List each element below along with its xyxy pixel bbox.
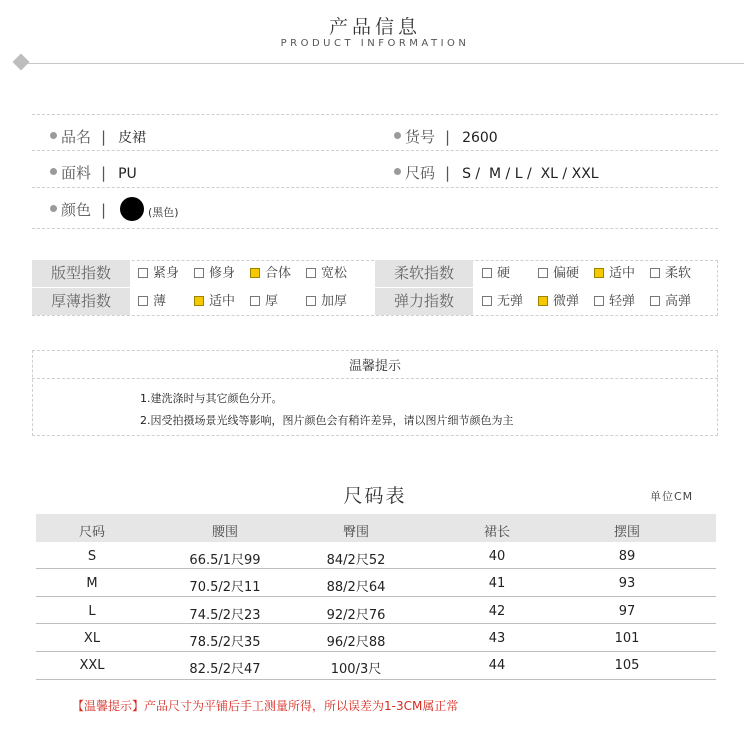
- index-option-label: 加厚: [321, 294, 348, 309]
- checkbox-icon[interactable]: [138, 268, 148, 278]
- index-option-label: 适中: [209, 294, 236, 309]
- index-option-label: 轻弹: [609, 294, 636, 309]
- separator: |: [445, 128, 451, 146]
- size-cell: 40: [488, 549, 506, 564]
- checkbox-icon[interactable]: [250, 296, 260, 306]
- index-option-label: 偏硬: [553, 266, 580, 281]
- checkbox-icon[interactable]: [194, 296, 204, 306]
- separator: |: [101, 201, 107, 219]
- size-cell: 44: [488, 658, 506, 673]
- bullet-icon: [394, 132, 401, 139]
- name-label: 品名: [61, 128, 92, 146]
- index-option-label: 厚: [265, 294, 279, 309]
- size-cell: L: [88, 604, 96, 619]
- bullet-icon: [50, 168, 57, 175]
- size-cell: 78.5/2尺35: [189, 635, 261, 650]
- separator: |: [101, 164, 107, 182]
- size-cell: 93: [618, 576, 636, 591]
- footnote: 【温馨提示】产品尺寸为平铺后手工测量所得，所以误差为1-3CM属正常: [72, 699, 459, 713]
- index-option-label: 紧身: [153, 266, 180, 281]
- checkbox-icon[interactable]: [594, 268, 604, 278]
- size-header-cell: 腰围: [211, 525, 238, 540]
- size-cell: 100/3尺: [330, 662, 382, 677]
- color-swatch: [120, 197, 144, 221]
- index-option-elasticity[interactable]: [482, 288, 523, 315]
- info-divider: [32, 187, 718, 188]
- page-subtitle: PRODUCT INFORMATION: [280, 38, 470, 49]
- index-option-label: 高弹: [665, 294, 692, 309]
- header-divider: [28, 63, 744, 64]
- checkbox-icon[interactable]: [482, 296, 492, 306]
- size-header-cell: 摆围: [613, 525, 640, 540]
- size-cell: S: [87, 549, 97, 564]
- index-option-softness[interactable]: [650, 260, 691, 287]
- checkbox-icon[interactable]: [250, 268, 260, 278]
- index-option-fit[interactable]: [306, 260, 347, 287]
- page-title: 产品信息: [328, 16, 421, 38]
- index-option-label: 微弹: [553, 294, 580, 309]
- color-value: (黑色): [148, 206, 179, 219]
- size-value: S / M / L / XL / XXL: [462, 166, 599, 182]
- item-no-label: 货号: [405, 128, 436, 146]
- info-fabric: [50, 162, 137, 183]
- size-header-cell: 裙长: [483, 525, 510, 540]
- index-label-thickness: 厚薄指数: [32, 288, 130, 315]
- size-cell: 43: [488, 631, 506, 646]
- size-cell: 101: [614, 631, 640, 646]
- checkbox-icon[interactable]: [306, 296, 316, 306]
- index-option-thickness[interactable]: [250, 288, 278, 315]
- info-divider: [32, 114, 718, 115]
- size-table-title: 尺码表: [343, 485, 407, 507]
- size-cell: 42: [488, 604, 506, 619]
- size-cell: 105: [614, 658, 640, 673]
- checkbox-icon[interactable]: [538, 268, 548, 278]
- size-label: 尺码: [405, 164, 436, 182]
- index-label-softness: 柔软指数: [375, 260, 473, 287]
- size-cell: 41: [488, 576, 506, 591]
- bullet-icon: [50, 205, 57, 212]
- index-option-elasticity[interactable]: [594, 288, 635, 315]
- size-header-cell: 尺码: [78, 525, 105, 540]
- tip-item-1: 1.建洗涤时与其它颜色分开。: [140, 392, 283, 405]
- index-option-label: 合体: [265, 266, 292, 281]
- checkbox-icon[interactable]: [650, 268, 660, 278]
- index-option-thickness[interactable]: [194, 288, 235, 315]
- size-cell: 82.5/2尺47: [189, 662, 261, 677]
- table-row-divider: [36, 596, 716, 597]
- index-label-elasticity: 弹力指数: [375, 288, 473, 315]
- size-cell: 88/2尺64: [326, 580, 386, 595]
- index-option-label: 适中: [609, 266, 636, 281]
- index-option-thickness[interactable]: [138, 288, 166, 315]
- index-option-elasticity[interactable]: [650, 288, 691, 315]
- index-option-thickness[interactable]: [306, 288, 347, 315]
- bullet-icon: [394, 168, 401, 175]
- table-row-divider: [36, 623, 716, 624]
- index-option-elasticity[interactable]: [538, 288, 579, 315]
- fabric-value: PU: [118, 166, 137, 182]
- info-item-no: [394, 126, 498, 147]
- item-no-value: 2600: [462, 130, 498, 146]
- tips-title: 温馨提示: [348, 359, 401, 374]
- index-option-fit[interactable]: [194, 260, 235, 287]
- checkbox-icon[interactable]: [138, 296, 148, 306]
- bullet-icon: [50, 132, 57, 139]
- index-option-softness[interactable]: [594, 260, 635, 287]
- table-row-divider: [36, 651, 716, 652]
- table-row-divider: [36, 679, 716, 680]
- info-divider: [32, 150, 718, 151]
- checkbox-icon[interactable]: [194, 268, 204, 278]
- table-row-divider: [36, 568, 716, 569]
- tips-divider: [32, 378, 718, 379]
- index-option-label: 无弹: [497, 294, 524, 309]
- fabric-label: 面料: [61, 164, 92, 182]
- size-cell: 74.5/2尺23: [189, 608, 261, 623]
- separator: |: [445, 164, 451, 182]
- info-name: [50, 126, 146, 147]
- index-label-fit: 版型指数: [32, 260, 130, 287]
- name-value: 皮裙: [118, 130, 147, 146]
- color-label: 颜色: [61, 201, 92, 219]
- size-cell: 70.5/2尺11: [189, 580, 261, 595]
- checkbox-icon[interactable]: [306, 268, 316, 278]
- checkbox-icon[interactable]: [650, 296, 660, 306]
- diamond-icon: [13, 54, 30, 71]
- index-option-softness[interactable]: [482, 260, 510, 287]
- checkbox-icon[interactable]: [594, 296, 604, 306]
- index-option-fit[interactable]: [138, 260, 179, 287]
- size-cell: XL: [83, 631, 101, 646]
- info-size: [394, 162, 599, 183]
- index-option-label: 修身: [209, 266, 236, 281]
- size-cell: 96/2尺88: [326, 635, 386, 650]
- size-header-cell: 臀围: [342, 525, 369, 540]
- size-unit: 单位CM: [650, 490, 694, 503]
- index-option-softness[interactable]: [538, 260, 579, 287]
- info-divider: [32, 228, 718, 229]
- size-cell: XXL: [79, 658, 105, 673]
- index-option-label: 硬: [497, 266, 511, 281]
- size-cell: 89: [618, 549, 636, 564]
- index-option-fit[interactable]: [250, 260, 291, 287]
- checkbox-icon[interactable]: [482, 268, 492, 278]
- tip-item-2: 2.因受拍摄场景光线等影响，图片颜色会有稍许差异，请以图片细节颜色为主: [140, 414, 514, 427]
- size-cell: 97: [618, 604, 636, 619]
- size-cell: 66.5/1尺99: [189, 553, 261, 568]
- index-option-label: 薄: [153, 294, 167, 309]
- info-color: [50, 199, 118, 220]
- index-option-label: 柔软: [665, 266, 692, 281]
- size-cell: 84/2尺52: [326, 553, 386, 568]
- checkbox-icon[interactable]: [538, 296, 548, 306]
- size-cell: 92/2尺76: [326, 608, 386, 623]
- index-option-label: 宽松: [321, 266, 348, 281]
- size-cell: M: [86, 576, 98, 591]
- separator: |: [101, 128, 107, 146]
